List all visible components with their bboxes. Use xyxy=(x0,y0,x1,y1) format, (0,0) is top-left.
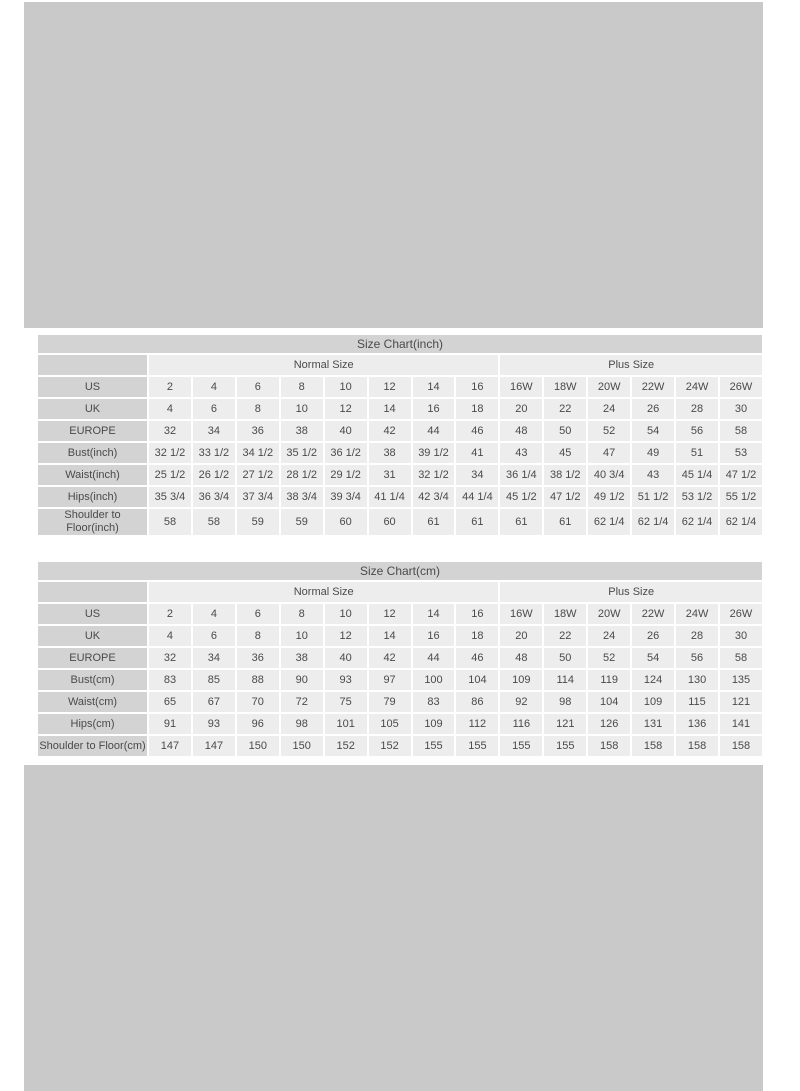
size-value-cell: 90 xyxy=(281,670,323,690)
size-value-cell: 61 xyxy=(413,509,455,535)
size-value-cell: 60 xyxy=(325,509,367,535)
size-value-cell: 43 xyxy=(500,443,542,463)
corner-cell xyxy=(38,355,147,375)
size-value-cell: 10 xyxy=(325,377,367,397)
table-row xyxy=(38,626,762,646)
table-row xyxy=(38,692,762,712)
size-value-cell: 6 xyxy=(193,399,235,419)
group-header-row xyxy=(38,355,762,375)
size-value-cell: 18 xyxy=(456,626,498,646)
row-label: UK xyxy=(38,626,147,646)
row-label: Hips(inch) xyxy=(38,487,147,507)
size-value-cell: 43 xyxy=(632,465,674,485)
size-value-cell: 8 xyxy=(281,377,323,397)
size-value-cell: 14 xyxy=(413,604,455,624)
size-value-cell: 12 xyxy=(325,399,367,419)
size-value-cell: 59 xyxy=(281,509,323,535)
size-value-cell: 61 xyxy=(500,509,542,535)
size-value-cell: 24 xyxy=(588,399,630,419)
size-value-cell: 20 xyxy=(500,626,542,646)
size-value-cell: 35 3/4 xyxy=(149,487,191,507)
table-row xyxy=(38,377,762,397)
size-value-cell: 40 xyxy=(325,421,367,441)
size-value-cell: 116 xyxy=(500,714,542,734)
size-value-cell: 14 xyxy=(369,399,411,419)
row-label: Shoulder to Floor(inch) xyxy=(38,509,147,535)
size-value-cell: 53 1/2 xyxy=(676,487,718,507)
size-value-cell: 46 xyxy=(456,648,498,668)
table-row xyxy=(38,443,762,463)
size-value-cell: 6 xyxy=(237,604,279,624)
size-value-cell: 35 1/2 xyxy=(281,443,323,463)
size-value-cell: 10 xyxy=(281,626,323,646)
group-header-plus-size: Plus Size xyxy=(500,582,762,602)
size-value-cell: 152 xyxy=(369,736,411,756)
size-value-cell: 47 1/2 xyxy=(544,487,586,507)
size-value-cell: 40 xyxy=(325,648,367,668)
size-value-cell: 97 xyxy=(369,670,411,690)
size-value-cell: 36 xyxy=(237,421,279,441)
size-value-cell: 61 xyxy=(456,509,498,535)
size-value-cell: 18W xyxy=(544,604,586,624)
size-value-cell: 8 xyxy=(281,604,323,624)
size-value-cell: 4 xyxy=(193,377,235,397)
size-value-cell: 12 xyxy=(369,377,411,397)
size-value-cell: 147 xyxy=(149,736,191,756)
size-value-cell: 24W xyxy=(676,377,718,397)
size-value-cell: 34 xyxy=(456,465,498,485)
size-value-cell: 45 1/4 xyxy=(676,465,718,485)
size-value-cell: 42 xyxy=(369,648,411,668)
size-value-cell: 2 xyxy=(149,377,191,397)
size-value-cell: 41 xyxy=(456,443,498,463)
size-value-cell: 158 xyxy=(588,736,630,756)
size-value-cell: 54 xyxy=(632,421,674,441)
size-value-cell: 2 xyxy=(149,604,191,624)
size-value-cell: 38 3/4 xyxy=(281,487,323,507)
size-value-cell: 155 xyxy=(544,736,586,756)
size-value-cell: 150 xyxy=(237,736,279,756)
size-value-cell: 36 1/4 xyxy=(500,465,542,485)
table-title: Size Chart(cm) xyxy=(38,562,762,580)
size-value-cell: 28 xyxy=(676,626,718,646)
size-value-cell: 10 xyxy=(325,604,367,624)
size-value-cell: 65 xyxy=(149,692,191,712)
size-value-cell: 131 xyxy=(632,714,674,734)
size-value-cell: 8 xyxy=(237,399,279,419)
size-value-cell: 30 xyxy=(720,399,762,419)
size-chart-cm-table xyxy=(36,560,764,758)
size-value-cell: 44 xyxy=(413,421,455,441)
table-row xyxy=(38,465,762,485)
size-value-cell: 98 xyxy=(544,692,586,712)
size-value-cell: 20 xyxy=(500,399,542,419)
size-value-cell: 109 xyxy=(500,670,542,690)
row-label: US xyxy=(38,377,147,397)
size-value-cell: 16W xyxy=(500,604,542,624)
size-value-cell: 55 1/2 xyxy=(720,487,762,507)
size-value-cell: 4 xyxy=(149,399,191,419)
size-value-cell: 155 xyxy=(456,736,498,756)
size-value-cell: 114 xyxy=(544,670,586,690)
size-value-cell: 155 xyxy=(500,736,542,756)
size-value-cell: 12 xyxy=(369,604,411,624)
table-title-row xyxy=(38,562,762,580)
size-value-cell: 96 xyxy=(237,714,279,734)
group-header-normal-size: Normal Size xyxy=(149,355,498,375)
size-value-cell: 61 xyxy=(544,509,586,535)
row-label: UK xyxy=(38,399,147,419)
size-value-cell: 38 xyxy=(281,421,323,441)
row-label: EUROPE xyxy=(38,421,147,441)
size-value-cell: 38 1/2 xyxy=(544,465,586,485)
size-value-cell: 62 1/4 xyxy=(676,509,718,535)
size-value-cell: 136 xyxy=(676,714,718,734)
size-value-cell: 26 xyxy=(632,626,674,646)
size-value-cell: 34 1/2 xyxy=(237,443,279,463)
row-label: Hips(cm) xyxy=(38,714,147,734)
size-value-cell: 47 xyxy=(588,443,630,463)
table-row xyxy=(38,736,762,756)
size-value-cell: 126 xyxy=(588,714,630,734)
size-value-cell: 45 1/2 xyxy=(500,487,542,507)
size-value-cell: 46 xyxy=(456,421,498,441)
row-label: Bust(inch) xyxy=(38,443,147,463)
row-label: Waist(inch) xyxy=(38,465,147,485)
size-value-cell: 158 xyxy=(720,736,762,756)
size-value-cell: 115 xyxy=(676,692,718,712)
size-value-cell: 83 xyxy=(413,692,455,712)
group-header-plus-size: Plus Size xyxy=(500,355,762,375)
size-value-cell: 25 1/2 xyxy=(149,465,191,485)
table-row xyxy=(38,399,762,419)
size-value-cell: 30 xyxy=(720,626,762,646)
size-value-cell: 34 xyxy=(193,648,235,668)
size-value-cell: 101 xyxy=(325,714,367,734)
size-value-cell: 26W xyxy=(720,604,762,624)
size-value-cell: 10 xyxy=(281,399,323,419)
size-value-cell: 98 xyxy=(281,714,323,734)
table-row xyxy=(38,648,762,668)
size-value-cell: 31 xyxy=(369,465,411,485)
size-value-cell: 20W xyxy=(588,377,630,397)
size-value-cell: 42 xyxy=(369,421,411,441)
size-value-cell: 121 xyxy=(544,714,586,734)
size-value-cell: 93 xyxy=(325,670,367,690)
size-value-cell: 155 xyxy=(413,736,455,756)
table-row xyxy=(38,509,762,535)
size-value-cell: 34 xyxy=(193,421,235,441)
table-row xyxy=(38,604,762,624)
size-value-cell: 26 xyxy=(632,399,674,419)
size-value-cell: 158 xyxy=(676,736,718,756)
group-header-row xyxy=(38,582,762,602)
size-value-cell: 38 xyxy=(281,648,323,668)
size-value-cell: 58 xyxy=(720,648,762,668)
row-label: Bust(cm) xyxy=(38,670,147,690)
size-value-cell: 32 1/2 xyxy=(413,465,455,485)
size-value-cell: 16 xyxy=(413,626,455,646)
size-value-cell: 121 xyxy=(720,692,762,712)
size-value-cell: 36 3/4 xyxy=(193,487,235,507)
size-value-cell: 54 xyxy=(632,648,674,668)
table-row xyxy=(38,421,762,441)
size-value-cell: 27 1/2 xyxy=(237,465,279,485)
size-value-cell: 45 xyxy=(544,443,586,463)
size-value-cell: 28 xyxy=(676,399,718,419)
size-value-cell: 22W xyxy=(632,604,674,624)
size-value-cell: 88 xyxy=(237,670,279,690)
size-value-cell: 36 1/2 xyxy=(325,443,367,463)
table-row xyxy=(38,487,762,507)
size-value-cell: 29 1/2 xyxy=(325,465,367,485)
size-value-cell: 38 xyxy=(369,443,411,463)
size-value-cell: 62 1/4 xyxy=(588,509,630,535)
size-value-cell: 109 xyxy=(632,692,674,712)
size-value-cell: 158 xyxy=(632,736,674,756)
size-value-cell: 42 3/4 xyxy=(413,487,455,507)
size-value-cell: 50 xyxy=(544,421,586,441)
size-value-cell: 79 xyxy=(369,692,411,712)
row-label: US xyxy=(38,604,147,624)
table-row xyxy=(38,714,762,734)
size-value-cell: 49 xyxy=(632,443,674,463)
size-value-cell: 59 xyxy=(237,509,279,535)
size-value-cell: 109 xyxy=(413,714,455,734)
size-value-cell: 44 1/4 xyxy=(456,487,498,507)
size-value-cell: 93 xyxy=(193,714,235,734)
size-value-cell: 33 1/2 xyxy=(193,443,235,463)
corner-cell xyxy=(38,582,147,602)
size-value-cell: 51 xyxy=(676,443,718,463)
size-value-cell: 86 xyxy=(456,692,498,712)
size-chart-inch-table xyxy=(36,333,764,537)
size-value-cell: 105 xyxy=(369,714,411,734)
size-value-cell: 50 xyxy=(544,648,586,668)
size-value-cell: 22 xyxy=(544,626,586,646)
size-value-cell: 28 1/2 xyxy=(281,465,323,485)
table-title-row xyxy=(38,335,762,353)
size-value-cell: 14 xyxy=(413,377,455,397)
size-value-cell: 100 xyxy=(413,670,455,690)
size-value-cell: 24W xyxy=(676,604,718,624)
size-value-cell: 24 xyxy=(588,626,630,646)
size-value-cell: 147 xyxy=(193,736,235,756)
size-value-cell: 104 xyxy=(456,670,498,690)
size-value-cell: 18W xyxy=(544,377,586,397)
table-row xyxy=(38,670,762,690)
size-value-cell: 51 1/2 xyxy=(632,487,674,507)
size-value-cell: 20W xyxy=(588,604,630,624)
size-value-cell: 58 xyxy=(149,509,191,535)
size-value-cell: 8 xyxy=(237,626,279,646)
size-value-cell: 26 1/2 xyxy=(193,465,235,485)
row-label: EUROPE xyxy=(38,648,147,668)
size-value-cell: 130 xyxy=(676,670,718,690)
size-value-cell: 104 xyxy=(588,692,630,712)
size-value-cell: 4 xyxy=(193,604,235,624)
size-value-cell: 62 1/4 xyxy=(720,509,762,535)
size-value-cell: 91 xyxy=(149,714,191,734)
size-value-cell: 39 1/2 xyxy=(413,443,455,463)
size-value-cell: 58 xyxy=(193,509,235,535)
row-label: Waist(cm) xyxy=(38,692,147,712)
size-value-cell: 56 xyxy=(676,648,718,668)
size-value-cell: 16W xyxy=(500,377,542,397)
size-value-cell: 53 xyxy=(720,443,762,463)
size-value-cell: 16 xyxy=(413,399,455,419)
size-value-cell: 92 xyxy=(500,692,542,712)
size-value-cell: 41 1/4 xyxy=(369,487,411,507)
size-value-cell: 16 xyxy=(456,604,498,624)
size-value-cell: 6 xyxy=(237,377,279,397)
size-value-cell: 39 3/4 xyxy=(325,487,367,507)
size-value-cell: 12 xyxy=(325,626,367,646)
size-value-cell: 58 xyxy=(720,421,762,441)
size-value-cell: 119 xyxy=(588,670,630,690)
group-header-normal-size: Normal Size xyxy=(149,582,498,602)
size-value-cell: 152 xyxy=(325,736,367,756)
size-value-cell: 32 xyxy=(149,648,191,668)
size-value-cell: 124 xyxy=(632,670,674,690)
size-value-cell: 48 xyxy=(500,421,542,441)
product-image-placeholder-bottom xyxy=(24,765,763,1091)
row-label: Shoulder to Floor(cm) xyxy=(38,736,147,756)
size-value-cell: 6 xyxy=(193,626,235,646)
size-value-cell: 40 3/4 xyxy=(588,465,630,485)
size-value-cell: 112 xyxy=(456,714,498,734)
size-value-cell: 62 1/4 xyxy=(632,509,674,535)
size-value-cell: 52 xyxy=(588,648,630,668)
size-value-cell: 37 3/4 xyxy=(237,487,279,507)
size-value-cell: 67 xyxy=(193,692,235,712)
size-value-cell: 60 xyxy=(369,509,411,535)
size-value-cell: 135 xyxy=(720,670,762,690)
size-value-cell: 36 xyxy=(237,648,279,668)
size-value-cell: 32 1/2 xyxy=(149,443,191,463)
size-value-cell: 47 1/2 xyxy=(720,465,762,485)
table-title: Size Chart(inch) xyxy=(38,335,762,353)
size-value-cell: 22 xyxy=(544,399,586,419)
size-value-cell: 56 xyxy=(676,421,718,441)
size-value-cell: 48 xyxy=(500,648,542,668)
size-value-cell: 83 xyxy=(149,670,191,690)
size-value-cell: 75 xyxy=(325,692,367,712)
size-value-cell: 85 xyxy=(193,670,235,690)
size-value-cell: 49 1/2 xyxy=(588,487,630,507)
size-value-cell: 4 xyxy=(149,626,191,646)
size-value-cell: 14 xyxy=(369,626,411,646)
size-value-cell: 44 xyxy=(413,648,455,668)
size-value-cell: 16 xyxy=(456,377,498,397)
size-value-cell: 26W xyxy=(720,377,762,397)
size-value-cell: 22W xyxy=(632,377,674,397)
size-value-cell: 150 xyxy=(281,736,323,756)
size-value-cell: 52 xyxy=(588,421,630,441)
size-value-cell: 72 xyxy=(281,692,323,712)
size-value-cell: 32 xyxy=(149,421,191,441)
size-value-cell: 141 xyxy=(720,714,762,734)
size-value-cell: 70 xyxy=(237,692,279,712)
size-value-cell: 18 xyxy=(456,399,498,419)
product-image-placeholder-top xyxy=(24,2,763,328)
